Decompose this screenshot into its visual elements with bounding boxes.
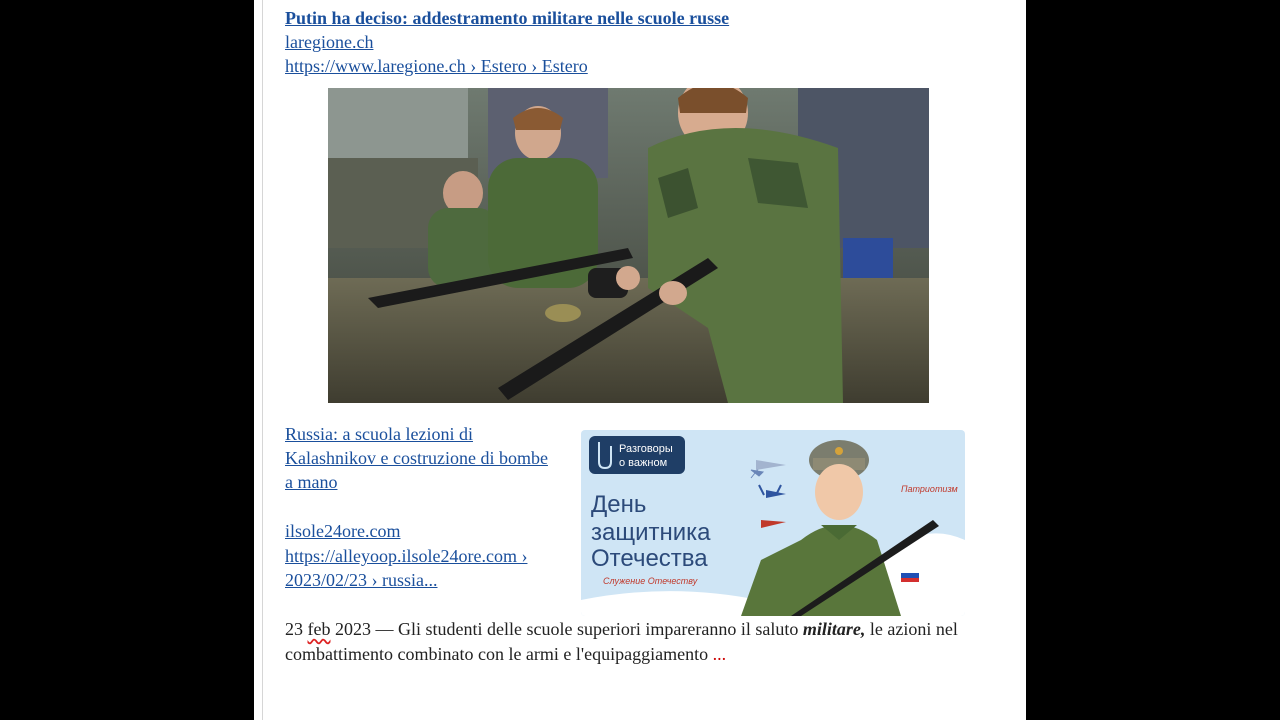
- result-2-title-link[interactable]: Russia: a scuola lezioni di Kalashnikov e costruzione di bombe a mano: [285, 424, 548, 492]
- result-1-title-link[interactable]: Putin ha deciso: addestramento militare nelle scuole russe: [285, 8, 730, 28]
- page-edge: [262, 0, 263, 720]
- poster-badge-line2: о важном: [619, 457, 668, 469]
- snippet-date-day: 23: [285, 619, 303, 639]
- result-2-snippet: [285, 617, 1025, 667]
- snippet-dash: —: [375, 619, 394, 639]
- poster-headline-line3: Отечества: [591, 545, 708, 572]
- snippet-date-month: feb: [307, 619, 331, 639]
- result-2-site[interactable]: [285, 519, 400, 543]
- poster-side-text: Патриотизм: [901, 484, 958, 494]
- result-2-url-link[interactable]: https://alleyoop.ilsole24ore.com › 2023/02/23 › russia...: [285, 546, 528, 590]
- photo-children-assembling-rifles: [328, 88, 929, 403]
- poster-illustration: [581, 430, 965, 616]
- result-1-title[interactable]: [285, 6, 729, 30]
- snippet-text-before: Gli studenti delle scuole superiori impareranno il saluto: [397, 619, 799, 639]
- result-1-url[interactable]: [285, 54, 588, 78]
- result-1-site-link[interactable]: laregione.ch: [285, 32, 374, 52]
- snippet-date-year: 2023: [334, 619, 371, 639]
- snippet-text-after: le azioni nel combattimento combinato con le armi e l'equipaggiamento: [285, 619, 958, 664]
- snippet-emphasis: militare,: [802, 619, 866, 639]
- poster-subtitle: Служение Отечеству: [603, 576, 698, 586]
- result-2-url[interactable]: [285, 544, 565, 592]
- photo-illustration: [328, 88, 929, 403]
- poster-headline-line2: защитника: [591, 519, 711, 546]
- result-1-url-link[interactable]: https://www.laregione.ch › Estero › Estero: [285, 56, 588, 76]
- poster-defender-day: [581, 430, 965, 616]
- poster-headline-line1: День: [591, 491, 647, 518]
- result-2-title[interactable]: [285, 422, 555, 494]
- poster-badge-line1: Разговоры: [619, 443, 673, 455]
- result-1-site[interactable]: [285, 30, 373, 54]
- snippet-ellipsis: ...: [712, 644, 727, 664]
- result-2-site-link[interactable]: ilsole24ore.com: [285, 521, 401, 541]
